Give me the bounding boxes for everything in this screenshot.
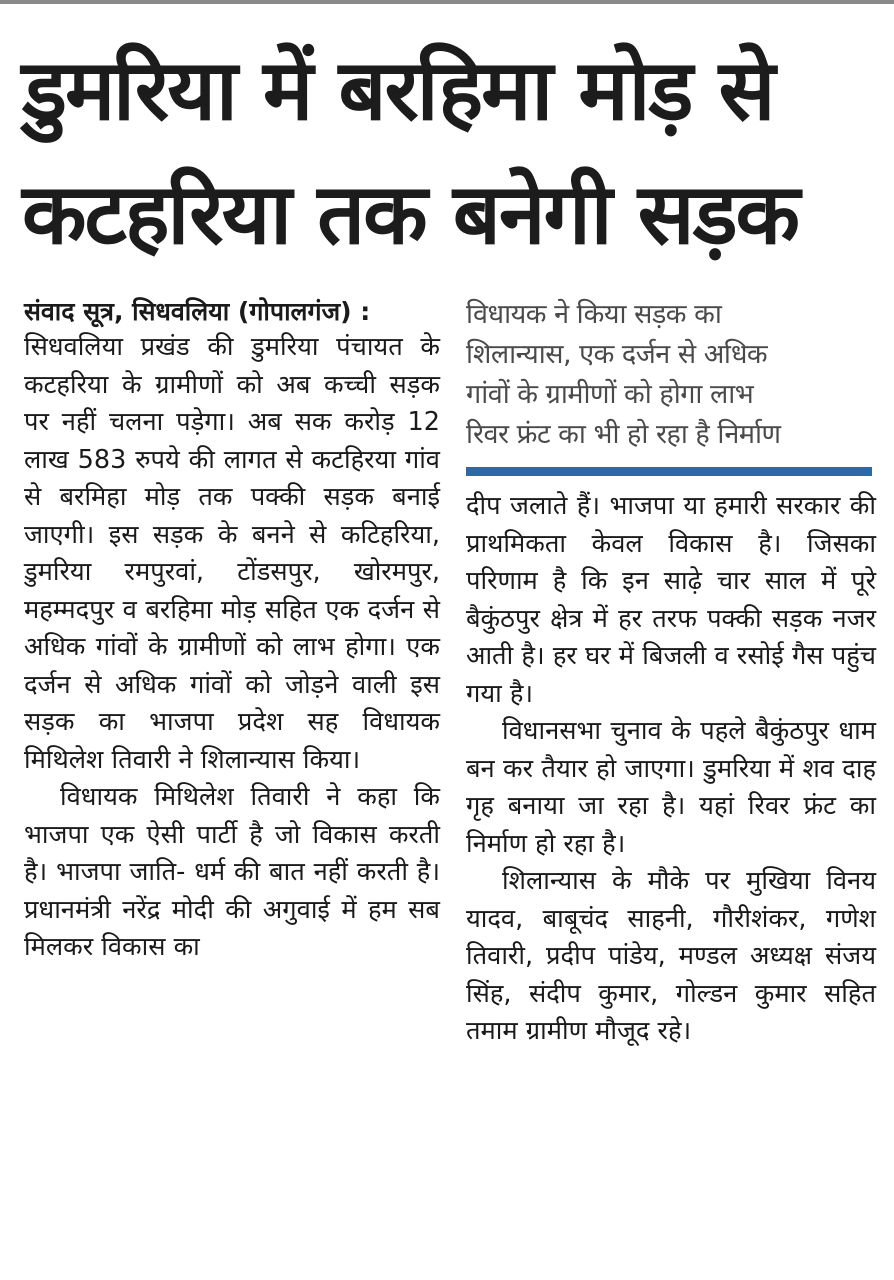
dateline: संवाद सूत्र, सिधवलिया (गोपालगंज) : [24,297,371,326]
right-paragraph-2: विधानसभा चुनाव के पहले बैकुंठपुर धाम बन कर तैयार हो जाएगा। डुमरिया में शव दाह गृह बनाया जा रहा है। यहां रिवर फ्रंट का निर्माण हो रहा है। [466,716,876,859]
top-border-rule [0,0,894,4]
headline-line-1: डुमरिया में बरहिमा मोड़ से [22,41,774,139]
highlights-box [466,295,876,455]
left-column [24,295,440,967]
left-paragraph-2: विधायक मिथिलेश तिवारी ने कहा कि भाजपा एक ऐसी पार्टी है जो विकास करती है। भाजपा जाति- धर्म की बात नहीं करती है। प्रधानमंत्री नरेंद्र मोदी की अगुवाई में हम सब मिलकर विकास का [24,782,440,962]
highlight-line-4: रिवर फ्रंट का भी हो रहा है निर्माण [466,419,781,450]
left-paragraph-1: सिधवलिया प्रखंड की डुमरिया पंचायत के कटहरिया के ग्रामीणों को अब कच्ची सड़क पर नहीं चलना पड़ेगा। अब सक करोड़ 12 लाख 583 रुपये की लागत से कटहिरया गांव से बरमिहा मोड़ तक पक्की सड़क बनाई जाएगी। इस सड़क के बनने से कटिहरिया, डुमरिया रमपुरवां, टोंडसपुर, खोरमपुर, महम्मदपुर व बरहिमा मोड़ सहित एक दर्जन से अधिक गांवों के ग्रामीणों को लाभ होगा। एक दर्जन से अधिक गांवों को जोड़ने वाली इस सड़क का भाजपा प्रदेश सह विधायक मिथिलेश तिवारी ने शिलान्यास किया। [24,332,440,775]
right-column [466,295,876,1051]
right-paragraph-1: दीप जलाते हैं। भाजपा या हमारी सरकार की प्राथमिकता केवल विकास है। जिसका परिणाम है कि इन साढ़े चार साल में पूरे बैकुंठपुर क्षेत्र में हर तरफ पक्की सड़क नजर आती है। हर घर में बिजली व रसोई गैस पहुंच गया है। [466,491,876,709]
highlight-line-3: गांवों के ग्रामीणों को होगा लाभ [466,379,754,410]
highlight-line-2: शिलान्यास, एक दर्जन से अधिक [466,339,768,370]
headline [22,28,882,276]
highlight-divider-bar [466,467,872,476]
headline-line-2: कटहरिया तक बनेगी सड़क [22,165,799,263]
highlight-line-1: विधायक ने किया सड़क का [466,299,722,330]
right-paragraph-3: शिलान्यास के मौके पर मुखिया विनय यादव, बाबूचंद साहनी, गौरीशंकर, गणेश तिवारी, प्रदीप पांडेय, मण्डल अध्यक्ष संजय सिंह, संदीप कुमार, गोल्डन कुमार सहित तमाम ग्रामीण मौजूद रहे। [466,866,876,1046]
